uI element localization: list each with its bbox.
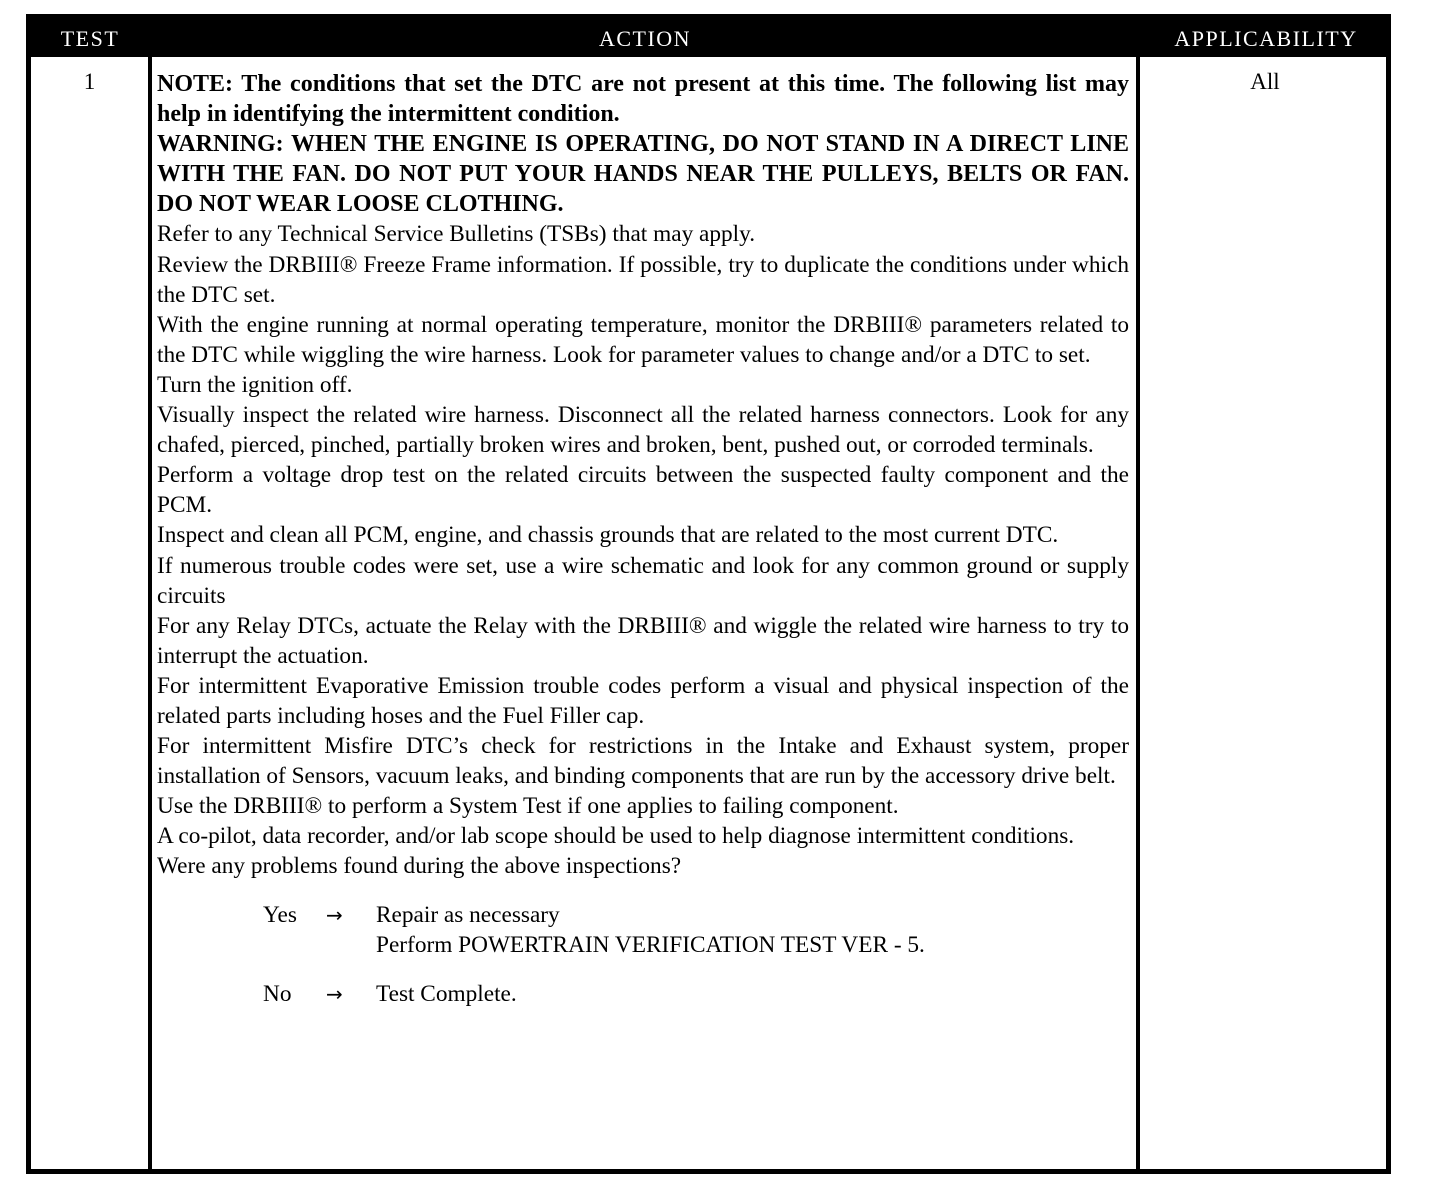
step-item: Visually inspect the related wire harness. Disconnect all the related harness connectors. Look for any chafed, pierced, pinched, partially broken wires and broken, bent, pushed out, or corroded terminals. [157, 402, 1129, 459]
column-divider [1136, 57, 1140, 1169]
answer-yes [157, 900, 1129, 960]
step-item: Turn the ignition off. [157, 371, 353, 398]
diagnostic-table [26, 14, 1391, 1174]
warning-text: WARNING: WHEN THE ENGINE IS OPERATING, DO NOT STAND IN A DIRECT LINE WITH THE FAN. DO NOT PUT YOUR HANDS NEAR THE PULLEYS, BELTS OR FAN. DO NOT WEAR LOOSE CLOTHING. [157, 131, 1129, 218]
action-cell [157, 69, 1129, 1009]
question-text: Were any problems found during the above inspections? [157, 853, 682, 880]
answer-no-text [376, 979, 517, 1009]
answer-no-label: No [263, 980, 292, 1007]
step-item: For intermittent Misfire DTC’s check for restrictions in the Intake and Exhaust system, proper installation of Sensors, vacuum leaks, and binding components that are run by the accessory drive belt. [157, 733, 1129, 790]
test-number: 1 [83, 69, 96, 94]
answers-block [157, 900, 1129, 1009]
step-item: If numerous trouble codes were set, use a wire schematic and look for any common ground or supply circuits [157, 552, 1129, 609]
step-item: Inspect and clean all PCM, engine, and chassis grounds that are related to the most current DTC. [157, 522, 1059, 549]
answer-yes-label: Yes [263, 901, 297, 928]
answer-no-line1: Test Complete. [376, 980, 517, 1007]
step-item: For any Relay DTCs, actuate the Relay with the DRBIII® and wiggle the related wire harness to try to interrupt the actuation. [157, 612, 1129, 669]
step-item: With the engine running at normal operating temperature, monitor the DRBIII® parameters related to the DTC while wiggling the wire harness. Look for parameter values to change and/or a DTC to set. [157, 311, 1129, 368]
header-applicability: APPLICABILITY [1174, 26, 1358, 51]
right-arrow-icon: → [326, 902, 343, 927]
header-test: TEST [60, 26, 120, 51]
answer-no [157, 979, 1129, 1009]
step-item: Refer to any Technical Service Bulletins (TSBs) that may apply. [157, 221, 756, 248]
column-divider [148, 57, 152, 1169]
applicability-value: All [1250, 69, 1280, 94]
answer-yes-line2: Perform POWERTRAIN VERIFICATION TEST VER - 5. [376, 931, 925, 958]
step-item: Use the DRBIII® to perform a System Test if one applies to failing component. [157, 793, 899, 820]
answer-yes-line1: Repair as necessary [376, 901, 560, 928]
header-action: ACTION [598, 26, 692, 51]
step-item: Perform a voltage drop test on the related circuits between the suspected faulty component and the PCM. [157, 462, 1129, 519]
answer-yes-text [376, 900, 925, 960]
right-arrow-icon: → [326, 981, 343, 1006]
table-header [31, 19, 1386, 57]
note-text: NOTE: The conditions that set the DTC are not present at this time. The following list may help in identifying the intermittent condition. [157, 71, 1129, 128]
step-item: For intermittent Evaporative Emission trouble codes perform a visual and physical inspection of the related parts including hoses and the Fuel Filler cap. [157, 672, 1129, 729]
step-item: Review the DRBIII® Freeze Frame information. If possible, try to duplicate the conditions under which the DTC set. [157, 251, 1129, 308]
step-item: A co-pilot, data recorder, and/or lab scope should be used to help diagnose intermittent conditions. [157, 823, 1075, 850]
